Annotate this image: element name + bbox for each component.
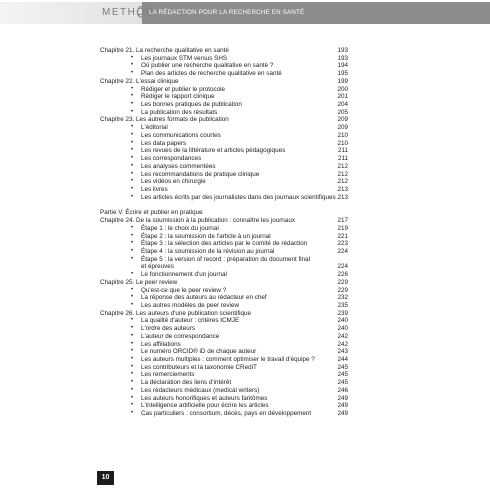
toc-page-number: 199: [337, 77, 348, 85]
toc-page-number: 195: [337, 70, 348, 78]
toc-page-number: 212: [337, 162, 348, 170]
bullet-icon: •: [131, 317, 134, 324]
bullet-icon: •: [131, 386, 134, 393]
toc-page-number: 219: [337, 224, 348, 232]
toc-section: [100, 402, 348, 410]
toc-chapter: [100, 78, 348, 86]
toc-section: [100, 333, 348, 341]
toc-entry-text: Chapitre 21. La recherche qualitative en santé: [100, 47, 229, 54]
bullet-icon: •: [131, 240, 134, 247]
toc-page-number: 212: [337, 178, 348, 186]
bullet-icon: •: [131, 332, 134, 339]
toc-entry-text: Chapitre 25. Le peer review: [100, 278, 178, 286]
bullet-icon: •: [131, 162, 134, 169]
toc-section-continuation: [100, 263, 348, 271]
toc-section: [100, 101, 348, 109]
toc-entry-text: Les data papers: [141, 139, 187, 147]
toc-page-number: 200: [337, 85, 348, 93]
toc-entry-text: Les recommandations de pratique clinique: [141, 170, 260, 178]
toc-page-number: 194: [337, 62, 348, 70]
toc-page-number: 242: [337, 340, 348, 348]
toc-entry-text: L'intelligence artificielle pour écrire les articles: [141, 402, 269, 410]
bullet-icon: •: [131, 302, 134, 308]
book-title: LA RÉDACTION POUR LA RECHERCHE EN SANTÉ: [149, 9, 305, 16]
toc-entry-text: Chapitre 22. L'essai clinique: [100, 77, 179, 85]
bullet-icon: •: [131, 93, 134, 100]
bullet-icon: •: [131, 147, 134, 154]
bullet-icon: •: [131, 131, 134, 138]
toc-page-number: 211: [337, 155, 348, 163]
toc-page-number: 210: [337, 139, 348, 147]
toc-page-number: 210: [337, 131, 348, 139]
toc-section: [100, 62, 348, 70]
toc-page-number: 204: [337, 101, 348, 109]
toc-page-number: 232: [337, 294, 348, 302]
bullet-icon: •: [131, 139, 134, 146]
bullet-icon: •: [131, 178, 134, 185]
bullet-icon: •: [131, 54, 134, 61]
toc-entry-text: et épreuves: [141, 263, 174, 271]
toc-entry-text: Le fonctionnement d'un journal: [141, 271, 227, 279]
toc-page-number: 209: [337, 124, 348, 132]
bullet-icon: •: [131, 371, 134, 378]
toc-entry-text: Les analyses commentées: [141, 162, 216, 170]
toc-entry-text: Le numéro ORCID® iD de chaque auteur: [141, 348, 257, 356]
toc-section: [100, 256, 348, 264]
bullet-icon: •: [131, 247, 134, 254]
toc-section: [100, 364, 348, 372]
toc-section: [100, 124, 348, 132]
toc-entry-text: Les communications courtes: [141, 131, 221, 139]
bullet-icon: •: [131, 255, 134, 262]
toc-entry-text: Les contributeurs et la taxonomie CRediT: [141, 363, 257, 371]
toc-page-number: 213: [337, 193, 348, 201]
bullet-icon: •: [131, 70, 134, 77]
bullet-icon: •: [131, 124, 134, 131]
toc-chapter: [100, 279, 348, 287]
toc-section: [100, 356, 348, 364]
toc-entry-text: L'auteur de correspondance: [141, 332, 220, 340]
toc-page-number: 240: [337, 325, 348, 333]
toc-page-number: 229: [337, 286, 348, 294]
bullet-icon: •: [131, 363, 134, 370]
bullet-icon: •: [131, 170, 134, 177]
toc-entry-text: Rédiger le rapport clinique: [141, 93, 215, 101]
toc-section: [100, 325, 348, 333]
bullet-icon: •: [131, 325, 134, 332]
toc-section: [100, 132, 348, 140]
toc-page-number: 240: [337, 317, 348, 325]
toc-section: [100, 93, 348, 101]
toc-entry-text: L'ordre des auteurs: [141, 325, 196, 333]
toc-entry-text: Cas particuliers : consortium, décès, pays en développement: [141, 410, 312, 418]
toc-page-number: 221: [337, 232, 348, 240]
toc-page-number: 209: [337, 116, 348, 124]
toc-entry-text: Étape 5 : la version of record : préparation du document final: [141, 255, 311, 263]
toc-page-number: 205: [337, 108, 348, 116]
toc-section: [100, 410, 348, 418]
toc-entry-text: Les auteurs multiples : comment optimiser le travail d'équipe ?: [141, 356, 315, 364]
toc-entry-text: Chapitre 23. Les autres formats de publication: [100, 116, 229, 124]
toc-section: [100, 387, 348, 395]
bullet-icon: •: [131, 340, 134, 347]
bullet-icon: •: [131, 232, 134, 239]
toc-entry-text: Les articles écrits par des journalistes dans des journaux scientifiques: [141, 193, 336, 201]
table-of-contents: [100, 47, 348, 418]
bullet-icon: •: [131, 402, 134, 409]
toc-page-number: 239: [337, 309, 348, 317]
toc-chapter: [100, 310, 348, 318]
toc-page-number: 249: [337, 402, 348, 410]
toc-entry-text: Étape 2 : la soumission de l'article à un journal: [141, 232, 271, 240]
toc-section: [100, 86, 348, 94]
toc-section: [100, 379, 348, 387]
toc-entry-text: Les journaux STM versus SHS: [141, 54, 228, 62]
bullet-icon: •: [131, 286, 134, 293]
toc-section: [100, 178, 348, 186]
toc-entry-text: La réponse des auteurs au rédacteur en chef: [141, 294, 267, 302]
toc-page-number: 246: [337, 386, 348, 394]
bullet-icon: •: [131, 356, 134, 363]
bullet-icon: •: [131, 155, 134, 162]
toc-section: [100, 317, 348, 325]
toc-page-number: 213: [337, 185, 348, 193]
toc-page-number: 211: [337, 147, 348, 155]
toc-page-number: 249: [337, 410, 348, 418]
toc-section: [100, 294, 348, 302]
toc-entry-text: Chapitre 24. De la soumission à la publication : connaître les journaux: [100, 217, 295, 225]
toc-chapter: [100, 217, 348, 225]
toc-section: [100, 70, 348, 78]
toc-page-number: 217: [337, 217, 348, 225]
toc-page-number: 245: [337, 371, 348, 379]
toc-entry-text: Les correspondances: [141, 155, 202, 163]
toc-section: [100, 194, 348, 202]
toc-section: [100, 147, 348, 155]
toc-page-number: 226: [337, 271, 348, 279]
toc-entry-text: Les bonnes pratiques de publication: [141, 101, 242, 109]
toc-entry-text: Les remerciements: [141, 371, 195, 379]
toc-entry-text: Qu'est-ce que le peer review ?: [141, 286, 227, 294]
toc-entry-text: Où publier une recherche qualitative en santé ?: [141, 62, 274, 70]
bullet-icon: •: [131, 85, 134, 92]
toc-entry-text: La qualité d'auteur : critères ICMJE: [141, 317, 240, 325]
toc-entry-text: Les autres modèles de peer review: [141, 302, 240, 309]
toc-section: [100, 395, 348, 403]
toc-entry-text: Les rédacteurs médicaux (medical writers): [141, 386, 260, 394]
toc-section: [100, 55, 348, 63]
toc-entry-text: L'éditorial: [141, 124, 168, 132]
toc-page-number: 244: [337, 356, 348, 364]
toc-entry-text: Les vidéos en chirurgie: [141, 178, 206, 186]
toc-page-number: 235: [337, 302, 348, 309]
bullet-icon: •: [131, 294, 134, 301]
toc-section: [100, 155, 348, 163]
toc-entry-text: Étape 4 : la soumission de la révision au journal: [141, 247, 275, 255]
toc-entry-text: Étape 3 : la sélection des articles par le comité de rédaction: [141, 240, 308, 248]
toc-section: [100, 225, 348, 233]
toc-page-number: 242: [337, 332, 348, 340]
series-logo-icon: [136, 5, 150, 19]
toc-page-number: 243: [337, 348, 348, 356]
toc-page-number: 249: [337, 394, 348, 402]
series-title: METHOD: [102, 7, 155, 18]
toc-entry-text: Plan des articles de recherche qualitative en santé: [141, 70, 282, 78]
bullet-icon: •: [131, 271, 134, 278]
toc-section: [100, 140, 348, 148]
toc-entry-text: Rédiger et publier le protocole: [141, 85, 226, 93]
toc-page-number: 201: [337, 93, 348, 101]
toc-chapter: [100, 47, 348, 55]
bullet-icon: •: [131, 108, 134, 115]
toc-page-number: 224: [337, 247, 348, 255]
toc-page-number: 193: [337, 54, 348, 62]
toc-section: [100, 171, 348, 179]
bullet-icon: •: [131, 62, 134, 69]
toc-section: [100, 248, 348, 256]
toc-section: [100, 371, 348, 379]
bullet-icon: •: [131, 101, 134, 108]
toc-section: [100, 186, 348, 194]
toc-page-number: 223: [337, 240, 348, 248]
toc-chapter: [100, 116, 348, 124]
bullet-icon: •: [131, 394, 134, 401]
toc-part-heading: [100, 209, 348, 217]
toc-page-number: 245: [337, 363, 348, 371]
bullet-icon: •: [131, 185, 134, 192]
toc-entry-text: Les livres: [141, 185, 168, 193]
toc-entry-text: Les auteurs honorifiques et auteurs fantômes: [141, 394, 268, 402]
toc-section: [100, 271, 348, 279]
toc-entry-text: Chapitre 26. Les auteurs d'une publication scientifique: [100, 309, 252, 317]
toc-section: [100, 302, 348, 310]
bullet-icon: •: [131, 224, 134, 231]
bullet-icon: •: [131, 379, 134, 386]
page-number: 10: [97, 471, 114, 485]
bullet-icon: •: [131, 348, 134, 355]
toc-entry-text: Les affiliations: [141, 340, 181, 348]
toc-page-number: 245: [337, 379, 348, 387]
toc-entry-text: Étape 1 : le choix du journal: [141, 224, 219, 232]
running-header: [0, 2, 490, 24]
toc-entry-text: Partie V. Écrire et publier en pratique: [100, 209, 203, 217]
toc-section: [100, 287, 348, 295]
bullet-icon: •: [131, 410, 134, 417]
toc-section: [100, 163, 348, 171]
toc-section: [100, 348, 348, 356]
toc-page-number: 193: [337, 47, 348, 54]
toc-entry-text: La déclaration des liens d'intérêt: [141, 379, 232, 387]
toc-section: [100, 240, 348, 248]
toc-section: [100, 109, 348, 117]
bullet-icon: •: [131, 193, 134, 200]
toc-entry-text: Les revues de la littérature et articles pédagogiques: [141, 147, 286, 155]
toc-page-number: 212: [337, 170, 348, 178]
toc-page-number: 229: [337, 278, 348, 286]
toc-entry-text: La publication des résultats: [141, 108, 218, 116]
toc-page-number: 224: [337, 263, 348, 271]
